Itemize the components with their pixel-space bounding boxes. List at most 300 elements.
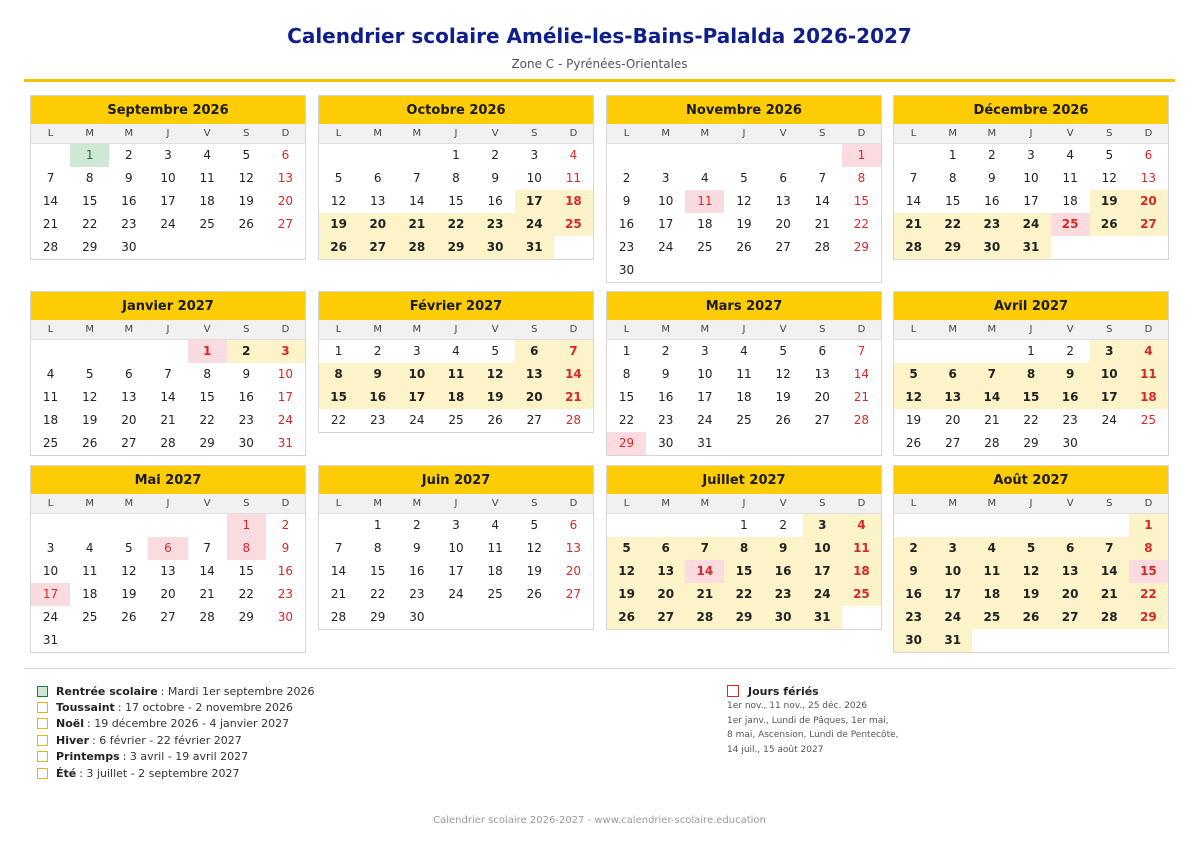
page-title: Calendrier scolaire Amélie-les-Bains-Palalda 2026-2027 <box>287 24 912 48</box>
day-cell: 24 <box>1011 213 1050 236</box>
empty-cell <box>148 236 187 259</box>
vacation-legend <box>37 683 315 781</box>
day-cell: 5 <box>85 367 94 381</box>
day-cell: 19 <box>775 390 791 404</box>
day-cell: 20 <box>160 587 176 601</box>
day-cell: 17 <box>160 194 176 208</box>
day-cell: 28 <box>160 436 176 450</box>
day-cell: 11 <box>42 390 59 404</box>
day-cell: 14 <box>554 363 593 386</box>
day-cell: 25 <box>1140 413 1157 427</box>
weekday-label: M <box>124 324 134 335</box>
weekday-label: V <box>203 324 211 335</box>
weekday-label: D <box>281 324 290 335</box>
day-cell: 24 <box>803 583 842 606</box>
empty-cell <box>358 144 397 167</box>
day-cell: 26 <box>526 587 542 601</box>
day-cell: 22 <box>370 587 386 601</box>
weekday-label: J <box>742 128 746 139</box>
day-cell: 27 <box>358 236 397 259</box>
vacation-swatch-icon <box>37 751 48 762</box>
day-cell: 12 <box>526 541 542 555</box>
day-cell: 24 <box>277 413 294 427</box>
empty-cell <box>319 144 358 167</box>
weekday-label: J <box>166 498 170 509</box>
day-cell: 24 <box>658 240 674 254</box>
day-cell: 9 <box>281 541 290 555</box>
empty-cell <box>646 259 685 282</box>
empty-cell <box>31 340 70 363</box>
weekday-label: M <box>412 324 422 335</box>
day-cell: 27 <box>1051 606 1090 629</box>
day-cell: 31 <box>933 629 972 652</box>
empty-cell <box>764 259 803 282</box>
day-cell: 14 <box>409 194 425 208</box>
weekday-label: S <box>1106 498 1113 509</box>
day-cell: 4 <box>491 518 499 532</box>
empty-cell <box>31 144 70 167</box>
day-cell: 8 <box>373 541 382 555</box>
day-cell: 15 <box>448 194 464 208</box>
day-cell: 27 <box>1129 213 1168 236</box>
day-cell: 28 <box>565 413 582 427</box>
holidays-line: 14 juil., 15 août 2027 <box>727 744 824 755</box>
weekday-label: M <box>124 498 134 509</box>
day-cell: 24 <box>160 217 176 231</box>
empty-cell <box>436 606 475 629</box>
footer-text: Calendrier scolaire 2026-2027 - www.calendrier-scolaire.education <box>433 815 766 826</box>
empty-cell <box>972 340 1011 363</box>
empty-cell <box>1051 236 1090 259</box>
day-cell: 9 <box>661 367 670 381</box>
empty-cell <box>764 432 803 455</box>
weekday-label: V <box>491 128 499 139</box>
day-cell: 1 <box>227 514 266 537</box>
legend-text: : 19 décembre 2026 - 4 janvier 2027 <box>87 717 290 731</box>
empty-cell <box>607 144 646 167</box>
empty-cell <box>397 144 436 167</box>
empty-cell <box>266 629 305 652</box>
day-cell: 22 <box>436 213 475 236</box>
empty-cell <box>1129 629 1168 652</box>
weekday-label: V <box>1066 128 1074 139</box>
weekday-label: V <box>779 324 787 335</box>
day-cell: 28 <box>984 436 1000 450</box>
month-title: Août 2027 <box>894 466 1168 494</box>
day-cell: 30 <box>277 610 294 624</box>
day-cell: 5 <box>607 537 646 560</box>
empty-cell <box>646 144 685 167</box>
weekday-header <box>607 494 881 514</box>
day-cell: 1 <box>70 144 109 167</box>
day-cell: 31 <box>277 436 294 450</box>
day-cell: 29 <box>724 606 763 629</box>
weekday-label: D <box>281 498 290 509</box>
day-cell: 5 <box>894 363 933 386</box>
day-cell: 1 <box>948 148 957 162</box>
weekday-label: V <box>203 128 211 139</box>
day-cell: 10 <box>1023 171 1039 185</box>
empty-cell <box>803 259 842 282</box>
day-cell: 16 <box>984 194 1000 208</box>
weekday-label: L <box>623 324 630 335</box>
month-title: Octobre 2026 <box>319 96 593 124</box>
day-cell: 27 <box>945 436 961 450</box>
weekday-label: M <box>85 324 95 335</box>
day-grid <box>894 144 1168 259</box>
empty-cell <box>1129 432 1168 455</box>
weekday-label: D <box>857 498 866 509</box>
day-cell: 17 <box>933 583 972 606</box>
weekday-header <box>319 320 593 340</box>
day-cell: 5 <box>491 344 499 358</box>
day-cell: 1 <box>334 344 343 358</box>
weekday-label: S <box>531 324 538 335</box>
weekday-label: J <box>166 324 170 335</box>
day-cell: 16 <box>764 560 803 583</box>
vacation-swatch-icon <box>37 702 48 713</box>
day-cell: 7 <box>1090 537 1129 560</box>
empty-cell <box>724 432 763 455</box>
day-cell: 16 <box>238 390 254 404</box>
day-cell: 12 <box>607 560 646 583</box>
weekday-header <box>319 124 593 144</box>
day-cell: 4 <box>569 148 578 162</box>
day-cell: 26 <box>121 610 137 624</box>
weekday-label: D <box>1144 324 1153 335</box>
day-cell: 29 <box>607 432 646 455</box>
day-cell: 21 <box>1090 583 1129 606</box>
day-cell: 12 <box>476 363 515 386</box>
day-cell: 3 <box>413 344 421 358</box>
legend-label: Rentrée scolaire <box>56 684 158 698</box>
holidays-line: 1er janv., Lundi de Pâques, 1er mai, <box>727 715 889 726</box>
day-cell: 9 <box>988 171 996 185</box>
day-cell: 8 <box>1129 537 1168 560</box>
day-cell: 14 <box>199 564 215 578</box>
day-cell: 12 <box>894 386 933 409</box>
day-cell: 17 <box>697 390 713 404</box>
day-cell: 11 <box>82 564 98 578</box>
weekday-label: L <box>335 498 342 509</box>
day-cell: 12 <box>238 171 254 185</box>
day-cell: 17 <box>31 583 70 606</box>
day-cell: 4 <box>1066 148 1074 162</box>
day-cell: 11 <box>487 541 503 555</box>
legend-label: Toussaint <box>56 701 115 715</box>
day-cell: 31 <box>697 436 713 450</box>
empty-cell <box>70 514 109 537</box>
month-calendar <box>318 291 594 433</box>
day-cell: 20 <box>646 583 685 606</box>
month-calendar <box>606 291 882 456</box>
empty-cell <box>894 514 933 537</box>
day-cell: 2 <box>661 344 670 358</box>
day-cell: 25 <box>448 413 464 427</box>
day-cell: 23 <box>972 213 1011 236</box>
day-cell: 26 <box>1090 213 1129 236</box>
day-cell: 26 <box>82 436 98 450</box>
day-cell: 26 <box>319 236 358 259</box>
day-cell: 13 <box>1140 171 1157 185</box>
day-cell: 21 <box>853 390 870 404</box>
day-cell: 4 <box>740 344 748 358</box>
empty-cell <box>685 144 724 167</box>
empty-cell <box>515 606 554 629</box>
day-cell: 2 <box>373 344 382 358</box>
month-calendar <box>893 465 1169 653</box>
day-cell: 3 <box>452 518 460 532</box>
day-cell: 16 <box>1051 386 1090 409</box>
day-cell: 6 <box>373 171 382 185</box>
day-cell: 2 <box>281 518 290 532</box>
weekday-label: J <box>1029 324 1033 335</box>
day-cell: 2 <box>988 148 996 162</box>
day-cell: 18 <box>972 583 1011 606</box>
month-title: Juin 2027 <box>319 466 593 494</box>
weekday-label: D <box>569 128 578 139</box>
empty-cell <box>803 432 842 455</box>
day-cell: 1 <box>1027 344 1035 358</box>
empty-cell <box>109 340 148 363</box>
day-cell: 23 <box>1062 413 1078 427</box>
day-cell: 21 <box>330 587 347 601</box>
day-cell: 13 <box>121 390 137 404</box>
day-cell: 19 <box>238 194 254 208</box>
empty-cell <box>148 340 187 363</box>
month-title: Septembre 2026 <box>31 96 305 124</box>
day-cell: 5 <box>125 541 133 555</box>
day-cell: 13 <box>646 560 685 583</box>
legend-text: : Mardi 1er septembre 2026 <box>160 684 315 698</box>
month-title: Janvier 2027 <box>31 292 305 320</box>
weekday-label: M <box>85 498 95 509</box>
day-cell: 6 <box>646 537 685 560</box>
empty-cell <box>319 514 358 537</box>
month-calendar <box>606 465 882 630</box>
day-grid <box>607 514 881 629</box>
day-cell: 30 <box>476 236 515 259</box>
day-cell: 25 <box>842 583 881 606</box>
empty-cell <box>685 514 724 537</box>
day-cell: 23 <box>658 413 674 427</box>
day-cell: 22 <box>82 217 98 231</box>
day-cell: 24 <box>933 606 972 629</box>
day-cell: 10 <box>803 537 842 560</box>
weekday-label: D <box>857 128 866 139</box>
day-cell: 9 <box>242 367 251 381</box>
day-cell: 19 <box>1090 190 1129 213</box>
weekday-label: L <box>623 128 630 139</box>
day-cell: 9 <box>894 560 933 583</box>
weekday-label: S <box>243 324 250 335</box>
day-cell: 23 <box>121 217 137 231</box>
day-cell: 17 <box>448 564 464 578</box>
legend-item <box>37 749 315 765</box>
day-cell: 18 <box>697 217 713 231</box>
empty-cell <box>1051 629 1090 652</box>
day-cell: 27 <box>277 217 294 231</box>
day-cell: 21 <box>397 213 436 236</box>
day-cell: 6 <box>569 518 578 532</box>
day-cell: 30 <box>238 436 254 450</box>
empty-cell <box>554 606 593 629</box>
day-cell: 17 <box>277 390 294 404</box>
day-cell: 28 <box>42 240 59 254</box>
weekday-label: S <box>243 498 250 509</box>
day-cell: 10 <box>160 171 176 185</box>
day-cell: 3 <box>661 171 670 185</box>
day-cell: 11 <box>685 190 724 213</box>
day-cell: 3 <box>164 148 172 162</box>
weekday-label: M <box>987 498 997 509</box>
day-cell: 20 <box>277 194 294 208</box>
day-cell: 16 <box>277 564 294 578</box>
day-cell: 21 <box>984 413 1000 427</box>
day-cell: 24 <box>1101 413 1117 427</box>
empty-cell <box>476 606 515 629</box>
empty-cell <box>148 514 187 537</box>
empty-cell <box>1090 236 1129 259</box>
weekday-label: D <box>1144 128 1153 139</box>
day-cell: 29 <box>436 236 475 259</box>
day-cell: 11 <box>842 537 881 560</box>
day-cell: 16 <box>658 390 674 404</box>
day-cell: 3 <box>46 541 55 555</box>
weekday-label: L <box>47 128 54 139</box>
day-cell: 3 <box>701 344 709 358</box>
day-cell: 29 <box>370 610 386 624</box>
day-cell: 14 <box>160 390 176 404</box>
day-cell: 11 <box>565 171 582 185</box>
day-cell: 10 <box>1090 363 1129 386</box>
day-grid <box>319 514 593 629</box>
weekday-label: S <box>1106 324 1113 335</box>
day-cell: 14 <box>905 194 922 208</box>
day-cell: 18 <box>1129 386 1168 409</box>
month-title: Avril 2027 <box>894 292 1168 320</box>
day-cell: 29 <box>238 610 254 624</box>
day-cell: 1 <box>188 340 227 363</box>
day-cell: 6 <box>515 340 554 363</box>
day-cell: 7 <box>685 537 724 560</box>
day-cell: 2 <box>622 171 631 185</box>
day-cell: 9 <box>358 363 397 386</box>
day-cell: 27 <box>565 587 582 601</box>
weekday-label: L <box>910 498 917 509</box>
day-cell: 22 <box>618 413 635 427</box>
empty-cell <box>148 629 187 652</box>
weekday-header <box>31 320 305 340</box>
empty-cell <box>607 514 646 537</box>
day-cell: 20 <box>1129 190 1168 213</box>
weekday-label: M <box>373 498 383 509</box>
day-cell: 12 <box>330 194 347 208</box>
weekday-label: D <box>281 128 290 139</box>
day-cell: 13 <box>160 564 176 578</box>
weekday-label: V <box>491 324 499 335</box>
day-cell: 8 <box>203 367 211 381</box>
day-grid <box>31 144 305 259</box>
day-cell: 19 <box>319 213 358 236</box>
day-cell: 21 <box>894 213 933 236</box>
day-cell: 28 <box>814 240 830 254</box>
day-cell: 30 <box>121 240 137 254</box>
month-calendar <box>893 291 1169 456</box>
empty-cell <box>685 259 724 282</box>
empty-cell <box>188 629 227 652</box>
empty-cell <box>972 629 1011 652</box>
day-cell: 25 <box>487 587 503 601</box>
day-cell: 18 <box>1062 194 1078 208</box>
day-cell: 15 <box>1011 386 1050 409</box>
legend-item <box>37 716 315 732</box>
day-cell: 15 <box>1129 560 1168 583</box>
day-cell: 15 <box>238 564 254 578</box>
day-cell: 30 <box>658 436 674 450</box>
empty-cell <box>933 514 972 537</box>
day-cell: 20 <box>121 413 137 427</box>
day-cell: 15 <box>82 194 98 208</box>
weekday-label: M <box>412 128 422 139</box>
weekday-header <box>31 124 305 144</box>
day-cell: 13 <box>1051 560 1090 583</box>
day-cell: 18 <box>736 390 752 404</box>
month-calendar <box>318 95 594 260</box>
day-cell: 16 <box>894 583 933 606</box>
day-cell: 18 <box>42 413 59 427</box>
day-cell: 10 <box>658 194 674 208</box>
day-cell: 22 <box>1129 583 1168 606</box>
weekday-label: M <box>373 324 383 335</box>
empty-cell <box>724 144 763 167</box>
day-cell: 27 <box>526 413 542 427</box>
day-cell: 2 <box>227 340 266 363</box>
weekday-label: J <box>1029 498 1033 509</box>
day-cell: 5 <box>779 344 787 358</box>
day-cell: 5 <box>530 518 539 532</box>
empty-cell <box>1011 514 1050 537</box>
weekday-label: S <box>819 324 826 335</box>
weekday-label: L <box>47 498 54 509</box>
weekday-label: V <box>1066 324 1074 335</box>
empty-cell <box>1090 432 1129 455</box>
day-cell: 2 <box>413 518 421 532</box>
day-cell: 18 <box>554 190 593 213</box>
day-cell: 26 <box>487 413 503 427</box>
weekday-label: M <box>987 324 997 335</box>
month-title: Juillet 2027 <box>607 466 881 494</box>
day-cell: 7 <box>334 541 343 555</box>
day-cell: 17 <box>515 190 554 213</box>
day-cell: 25 <box>82 610 98 624</box>
day-cell: 29 <box>1129 606 1168 629</box>
vacation-swatch-icon <box>37 735 48 746</box>
day-cell: 15 <box>199 390 215 404</box>
day-cell: 1 <box>740 518 748 532</box>
day-cell: 31 <box>803 606 842 629</box>
day-cell: 3 <box>803 514 842 537</box>
day-cell: 27 <box>775 240 791 254</box>
day-cell: 24 <box>515 213 554 236</box>
day-cell: 18 <box>842 560 881 583</box>
day-cell: 25 <box>42 436 59 450</box>
day-cell: 10 <box>277 367 294 381</box>
empty-cell <box>188 236 227 259</box>
day-cell: 7 <box>857 344 866 358</box>
day-cell: 5 <box>740 171 748 185</box>
day-cell: 6 <box>779 171 787 185</box>
